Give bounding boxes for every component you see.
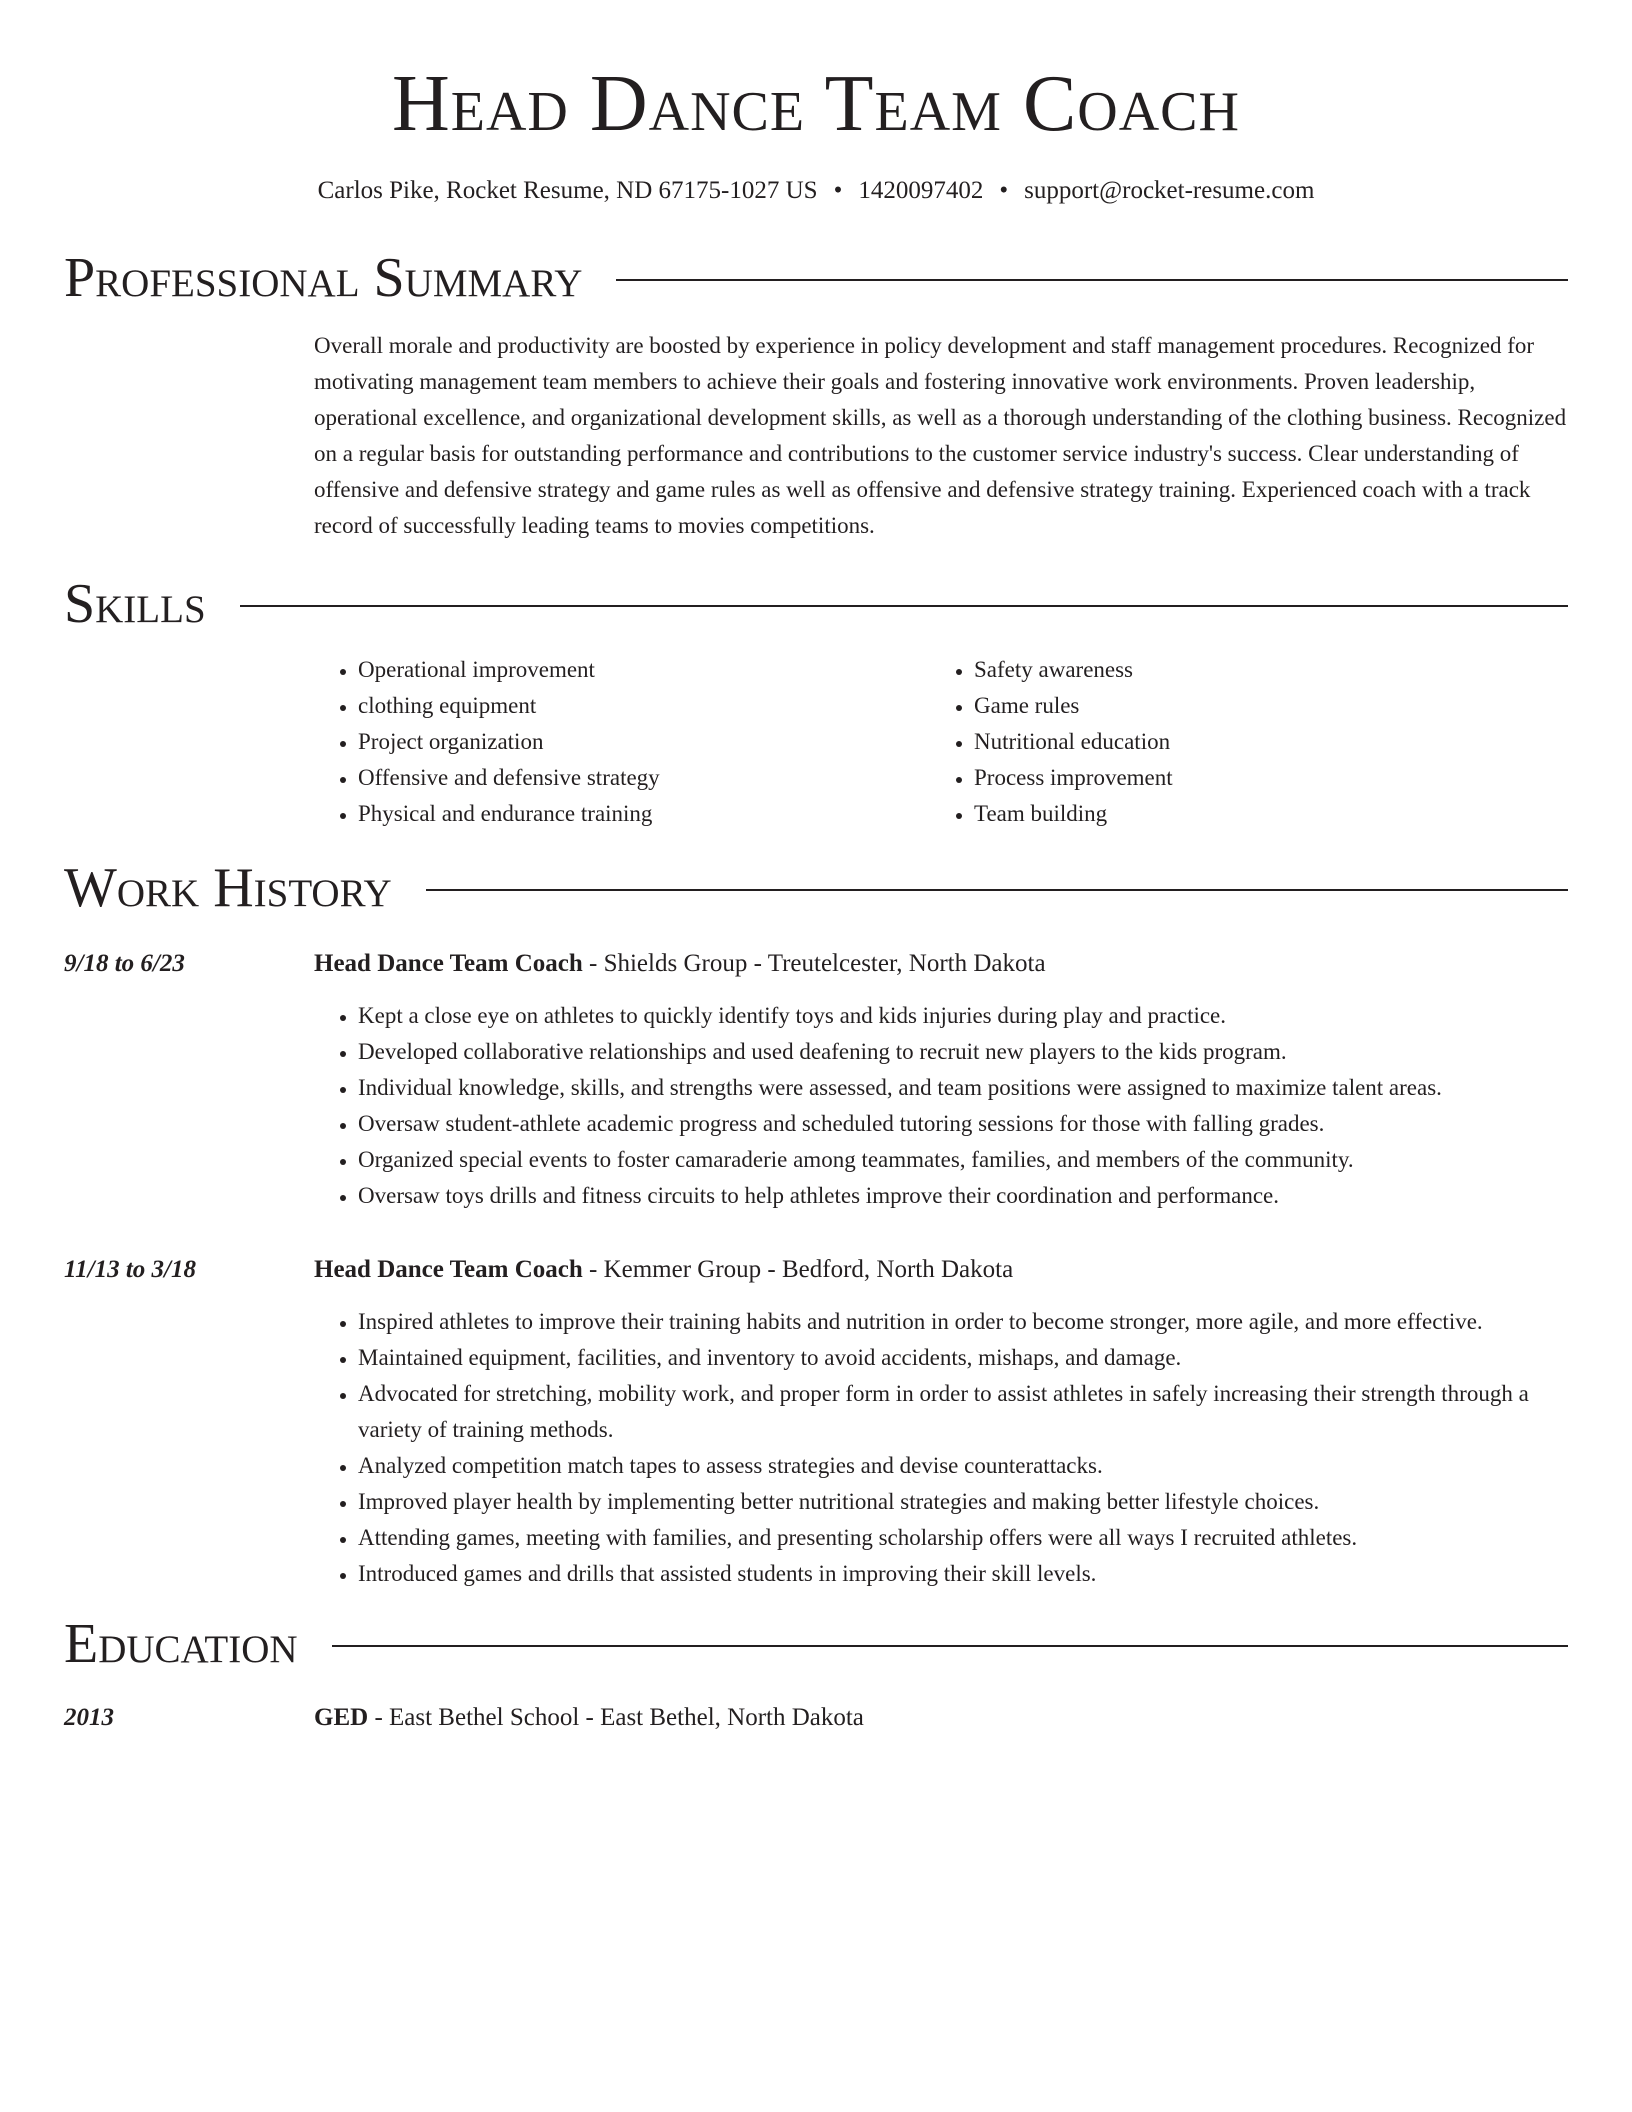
- section-title: Professional Summary: [64, 247, 583, 309]
- section-divider: [426, 889, 1568, 891]
- job-role: Head Dance Team Coach: [314, 1256, 583, 1283]
- section-divider: [332, 1645, 1568, 1647]
- job-bullet: • Developed collaborative relationships and used deafening to recruit new players to the kids program.: [358, 1034, 1568, 1070]
- section-header: [64, 574, 1568, 634]
- skill-item: • Physical and endurance training: [358, 796, 930, 832]
- job-bullet: • Attending games, meeting with families, and presenting scholarship offers were all ways I recruited athletes.: [358, 1520, 1568, 1556]
- job-bullet: • Maintained equipment, facilities, and inventory to avoid accidents, mishaps, and damage.: [358, 1340, 1568, 1376]
- skill-item: • Operational improvement: [358, 652, 930, 688]
- candidate-name: Head Dance Team Coach: [392, 60, 1240, 148]
- summary-section: [64, 248, 1568, 544]
- education-section: [64, 1614, 1568, 1736]
- skill-item: • Offensive and defensive strategy: [358, 760, 930, 796]
- skill-item: • Safety awareness: [974, 652, 1173, 688]
- section-title: Work History: [64, 857, 392, 919]
- section-divider: [616, 279, 1568, 281]
- skill-item: • Process improvement: [974, 760, 1173, 796]
- education-entry: [64, 1700, 1568, 1736]
- job-bullet: • Organized special events to foster camaraderie among teammates, families, and members of the community.: [358, 1142, 1568, 1178]
- job-details: [314, 1252, 1568, 1592]
- job-bullet: • Improved player health by implementing better nutritional strategies and making better lifestyle choices.: [358, 1484, 1568, 1520]
- skills-list-right: [930, 652, 1173, 832]
- job-entry: [64, 946, 1568, 1214]
- job-bullet: • Oversaw toys drills and fitness circuits to help athletes improve their coordination and performance.: [358, 1178, 1568, 1214]
- section-header: [64, 248, 1568, 308]
- job-title-line: [314, 946, 1568, 982]
- skills-section: [64, 574, 1568, 832]
- education-line: [314, 1700, 1568, 1736]
- education-degree: GED: [314, 1704, 369, 1731]
- section-title: Skills: [64, 573, 206, 635]
- job-role: Head Dance Team Coach: [314, 950, 583, 977]
- skills-list-left: [314, 652, 930, 832]
- contact-email: support@rocket-resume.com: [1024, 177, 1315, 204]
- job-bullets: [314, 1304, 1568, 1592]
- job-entry: [64, 1252, 1568, 1592]
- section-divider: [240, 605, 1568, 607]
- job-bullet: • Individual knowledge, skills, and strengths were assessed, and team positions were assigned to maximize talent areas.: [358, 1070, 1568, 1106]
- job-bullet: • Introduced games and drills that assisted students in improving their skill levels.: [358, 1556, 1568, 1592]
- job-bullets: [314, 998, 1568, 1214]
- job-title-line: [314, 1252, 1568, 1288]
- skill-item: • Project organization: [358, 724, 930, 760]
- job-bullet: • Inspired athletes to improve their training habits and nutrition in order to become stronger, more agile, and more effective.: [358, 1304, 1568, 1340]
- job-bullet: • Oversaw student-athlete academic progress and scheduled tutoring sessions for those with falling grades.: [358, 1106, 1568, 1142]
- summary-text: Overall morale and productivity are boosted by experience in policy development and staff management procedures. Recognized for motivating management team members to achieve their goals and fostering innovative work environments. Proven leadership, operational excellence, and organizational development skills, as well as a thorough understanding of the clothing business. Recognized on a regular basis for outstanding performance and contributions to the customer service industry's success. Clear understanding of offensive and defensive strategy and game rules as well as offensive and defensive strategy training. Experienced coach with a track record of successfully leading teams to movies competitions.: [314, 333, 1567, 538]
- contact-separator: •: [833, 177, 843, 204]
- skill-item: • Nutritional education: [974, 724, 1173, 760]
- skills-columns: [314, 652, 1568, 832]
- job-company-location: - Kemmer Group - Bedford, North Dakota: [582, 1256, 1014, 1283]
- skill-item: • clothing equipment: [358, 688, 930, 724]
- skill-item: • Team building: [974, 796, 1173, 832]
- job-company-location: - Shields Group - Treutelcester, North Dakota: [582, 950, 1046, 977]
- contact-address: Carlos Pike, Rocket Resume, ND 67175-1027 US: [317, 177, 818, 204]
- job-dates: 11/13 to 3/18: [64, 1256, 196, 1283]
- contact-separator: •: [999, 177, 1009, 204]
- section-header: [64, 858, 1568, 918]
- contact-line: [64, 176, 1568, 206]
- work-history-section: [64, 858, 1568, 1592]
- section-title: Education: [64, 1613, 298, 1675]
- education-school-location: - East Bethel School - East Bethel, North Dakota: [368, 1704, 864, 1731]
- job-bullet: • Kept a close eye on athletes to quickly identify toys and kids injuries during play and practice.: [358, 998, 1568, 1034]
- job-bullet: • Analyzed competition match tapes to assess strategies and devise counterattacks.: [358, 1448, 1568, 1484]
- job-details: [314, 946, 1568, 1214]
- education-year: 2013: [64, 1704, 114, 1731]
- contact-phone: 1420097402: [858, 177, 984, 204]
- job-dates: 9/18 to 6/23: [64, 950, 185, 977]
- skill-item: • Game rules: [974, 688, 1173, 724]
- education-details: [314, 1700, 1568, 1736]
- job-bullet: • Advocated for stretching, mobility work, and proper form in order to assist athletes in safely increasing their strength through a variety of training methods.: [358, 1376, 1568, 1448]
- section-header: [64, 1614, 1568, 1674]
